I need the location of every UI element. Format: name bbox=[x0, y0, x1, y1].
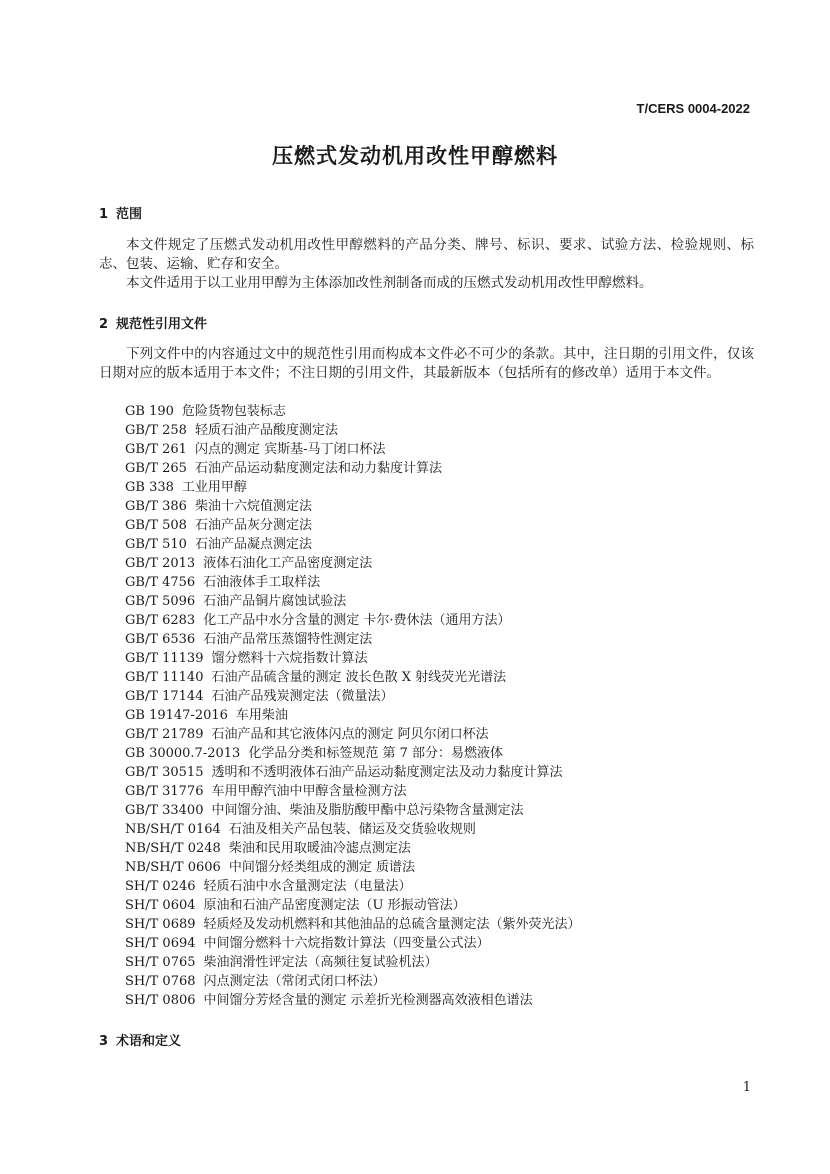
reference-item bbox=[125, 668, 581, 687]
section-number: 2 bbox=[99, 317, 109, 332]
reference-code: GB/T 11139 bbox=[125, 651, 204, 666]
reference-title: 中间馏分燃料十六烷指数计算法（四变量公式法） bbox=[203, 936, 490, 951]
reference-title: 石油产品凝点测定法 bbox=[194, 537, 312, 552]
reference-code: GB 19147-2016 bbox=[125, 708, 228, 723]
section-title: 术语和定义 bbox=[116, 1034, 182, 1049]
reference-item bbox=[125, 592, 581, 611]
reference-item bbox=[125, 535, 581, 554]
reference-list bbox=[125, 402, 581, 1010]
reference-code: GB/T 6536 bbox=[125, 632, 196, 647]
reference-code: GB 190 bbox=[125, 404, 174, 419]
reference-title: 柴油十六烷值测定法 bbox=[194, 499, 312, 514]
reference-title: 中间馏分油、柴油及脂肪酸甲酯中总污染物含量测定法 bbox=[211, 803, 524, 818]
reference-code: GB/T 2013 bbox=[125, 556, 196, 571]
reference-code: GB/T 21789 bbox=[125, 727, 204, 742]
reference-title: 轻质石油产品酸度测定法 bbox=[194, 423, 338, 438]
reference-code: GB/T 261 bbox=[125, 442, 187, 457]
reference-item bbox=[125, 611, 581, 630]
reference-code: GB/T 258 bbox=[125, 423, 187, 438]
reference-item bbox=[125, 687, 581, 706]
reference-title: 车用柴油 bbox=[235, 708, 288, 723]
reference-code: GB/T 510 bbox=[125, 537, 187, 552]
document-title: 压燃式发动机用改性甲醇燃料 bbox=[272, 144, 558, 168]
reference-title: 工业用甲醇 bbox=[181, 480, 247, 495]
reference-title: 中间馏分芳烃含量的测定 示差折光检测器高效液相色谱法 bbox=[203, 993, 533, 1008]
reference-item bbox=[125, 839, 581, 858]
reference-code: SH/T 0604 bbox=[125, 898, 196, 913]
reference-title: 石油液体手工取样法 bbox=[203, 575, 321, 590]
reference-code: GB/T 4756 bbox=[125, 575, 196, 590]
reference-code: NB/SH/T 0248 bbox=[125, 841, 221, 856]
reference-item bbox=[125, 573, 581, 592]
reference-code: SH/T 0765 bbox=[125, 955, 196, 970]
reference-item bbox=[125, 896, 581, 915]
reference-title: 石油产品和其它液体闪点的测定 阿贝尔闭口杯法 bbox=[211, 727, 489, 742]
reference-title: 柴油和民用取暖油冷滤点测定法 bbox=[228, 841, 411, 856]
reference-title: 石油产品铜片腐蚀试验法 bbox=[203, 594, 347, 609]
reference-code: GB/T 6283 bbox=[125, 613, 196, 628]
reference-code: GB/T 31776 bbox=[125, 784, 204, 799]
reference-item bbox=[125, 763, 581, 782]
reference-code: NB/SH/T 0606 bbox=[125, 860, 221, 875]
section-heading-normative-refs bbox=[99, 313, 207, 332]
reference-item bbox=[125, 782, 581, 801]
reference-code: GB/T 33400 bbox=[125, 803, 204, 818]
reference-title: 化工产品中水分含量的测定 卡尔·费休法（通用方法） bbox=[203, 613, 511, 628]
reference-item bbox=[125, 630, 581, 649]
reference-item bbox=[125, 877, 581, 896]
reference-code: SH/T 0694 bbox=[125, 936, 196, 951]
reference-code: SH/T 0806 bbox=[125, 993, 196, 1008]
reference-item bbox=[125, 744, 581, 763]
reference-title: 化学品分类和标签规范 第 7 部分：易燃液体 bbox=[248, 746, 503, 761]
reference-title: 危险货物包装标志 bbox=[181, 404, 286, 419]
reference-code: SH/T 0768 bbox=[125, 974, 196, 989]
reference-item bbox=[125, 934, 581, 953]
reference-code: GB 338 bbox=[125, 480, 174, 495]
reference-title: 轻质石油中水含量测定法（电量法） bbox=[203, 879, 412, 894]
reference-code: SH/T 0689 bbox=[125, 917, 196, 932]
reference-title: 石油产品残炭测定法（微量法） bbox=[211, 689, 394, 704]
reference-item bbox=[125, 516, 581, 535]
reference-item bbox=[125, 554, 581, 573]
normative-refs-intro: 下列文件中的内容通过文中的规范性引用而构成本文件必不可少的条款。其中，注日期的引用文件，仅该日期对应的版本适用于本文件；不注日期的引用文件，其最新版本（包括所有的修改单）适用于本文件。 bbox=[99, 346, 754, 381]
reference-item bbox=[125, 421, 581, 440]
reference-title: 石油产品运动黏度测定法和动力黏度计算法 bbox=[194, 461, 442, 476]
section-title: 规范性引用文件 bbox=[116, 317, 208, 332]
reference-item bbox=[125, 725, 581, 744]
section-title: 范围 bbox=[116, 207, 143, 222]
reference-title: 中间馏分烃类组成的测定 质谱法 bbox=[228, 860, 415, 875]
reference-item bbox=[125, 478, 581, 497]
reference-title: 透明和不透明液体石油产品运动黏度测定法及动力黏度计算法 bbox=[211, 765, 563, 780]
reference-code: GB/T 11140 bbox=[125, 670, 204, 685]
reference-title: 柴油润滑性评定法（高频往复试验机法） bbox=[203, 955, 438, 970]
reference-code: GB/T 17144 bbox=[125, 689, 204, 704]
reference-title: 闪点测定法（常闭式闭口杯法） bbox=[203, 974, 386, 989]
scope-paragraph-2: 本文件适用于以工业用甲醇为主体添加改性剂制备而成的压燃式发动机用改性甲醇燃料。 bbox=[126, 275, 653, 291]
section-heading-scope bbox=[99, 203, 142, 222]
reference-item bbox=[125, 497, 581, 516]
section-number: 1 bbox=[99, 207, 109, 222]
reference-item bbox=[125, 915, 581, 934]
reference-code: GB/T 265 bbox=[125, 461, 187, 476]
reference-title: 闪点的测定 宾斯基-马丁闭口杯法 bbox=[194, 442, 386, 457]
reference-item bbox=[125, 706, 581, 725]
reference-title: 石油产品灰分测定法 bbox=[194, 518, 312, 533]
reference-item bbox=[125, 953, 581, 972]
reference-item bbox=[125, 858, 581, 877]
reference-title: 石油产品常压蒸馏特性测定法 bbox=[203, 632, 373, 647]
reference-item bbox=[125, 440, 581, 459]
reference-code: SH/T 0246 bbox=[125, 879, 196, 894]
reference-item bbox=[125, 459, 581, 478]
reference-item bbox=[125, 801, 581, 820]
reference-title: 馏分燃料十六烷指数计算法 bbox=[211, 651, 368, 666]
reference-code: GB/T 30515 bbox=[125, 765, 204, 780]
reference-title: 轻质烃及发动机燃料和其他油品的总硫含量测定法（紫外荧光法） bbox=[203, 917, 581, 932]
page-number: 1 bbox=[742, 1080, 751, 1095]
standard-code: T/CERS 0004-2022 bbox=[636, 101, 750, 116]
reference-title: 液体石油化工产品密度测定法 bbox=[203, 556, 373, 571]
reference-title: 石油产品硫含量的测定 波长色散 X 射线荧光光谱法 bbox=[211, 670, 507, 685]
reference-code: GB/T 508 bbox=[125, 518, 187, 533]
reference-code: NB/SH/T 0164 bbox=[125, 822, 221, 837]
reference-item bbox=[125, 972, 581, 991]
reference-item bbox=[125, 991, 581, 1010]
reference-item bbox=[125, 649, 581, 668]
reference-code: GB/T 5096 bbox=[125, 594, 196, 609]
reference-title: 石油及相关产品包装、储运及交货验收规则 bbox=[228, 822, 476, 837]
reference-code: GB 30000.7-2013 bbox=[125, 746, 241, 761]
scope-paragraph-1: 本文件规定了压燃式发动机用改性甲醇燃料的产品分类、牌号、标识、要求、试验方法、检验规则、标志、包装、运输、贮存和安全。 bbox=[99, 237, 754, 272]
reference-title: 原油和石油产品密度测定法（U 形振动管法） bbox=[203, 898, 466, 913]
reference-code: GB/T 386 bbox=[125, 499, 187, 514]
section-heading-terms bbox=[99, 1030, 181, 1049]
section-number: 3 bbox=[99, 1034, 109, 1049]
reference-item bbox=[125, 820, 581, 839]
reference-title: 车用甲醇汽油中甲醇含量检测方法 bbox=[211, 784, 407, 799]
reference-item bbox=[125, 402, 581, 421]
